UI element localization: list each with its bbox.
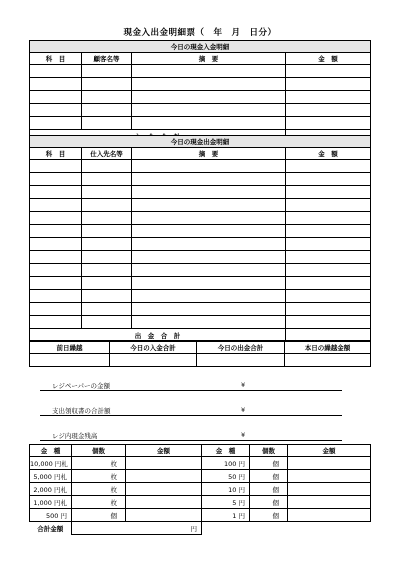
amount-cell[interactable]: [286, 277, 371, 290]
description-cell[interactable]: [132, 104, 286, 117]
register-cash-line[interactable]: [40, 431, 342, 441]
denomination-kind: 10 円: [202, 483, 250, 496]
amount-cell[interactable]: [286, 186, 371, 199]
table-row: [30, 78, 371, 91]
amount-cell[interactable]: [286, 78, 371, 91]
prev-carryover-cell[interactable]: [30, 354, 110, 367]
grand-total-label: 合計金額: [30, 522, 72, 535]
party-cell[interactable]: [82, 251, 132, 264]
table-row: [30, 470, 371, 483]
amount-cell[interactable]: [286, 303, 371, 316]
grand-total-cell[interactable]: 円: [72, 522, 202, 535]
description-cell[interactable]: [132, 173, 286, 186]
description-cell[interactable]: [132, 199, 286, 212]
description-cell[interactable]: [132, 160, 286, 173]
table-row: [30, 104, 371, 117]
description-cell[interactable]: [132, 65, 286, 78]
blank-cell: [202, 522, 371, 535]
register-paper-line[interactable]: [40, 381, 342, 391]
count-cell[interactable]: 枚: [72, 483, 126, 496]
description-cell[interactable]: [132, 117, 286, 130]
count-cell[interactable]: 枚: [72, 457, 126, 470]
description-cell[interactable]: [132, 212, 286, 225]
description-cell[interactable]: [132, 251, 286, 264]
amount-cell[interactable]: [286, 316, 371, 329]
amount-cell[interactable]: [288, 470, 371, 483]
table-row: [30, 212, 371, 225]
denomination-kind: 1 円: [202, 509, 250, 522]
denomination-kind: 100 円: [202, 457, 250, 470]
amount-cell[interactable]: [286, 238, 371, 251]
denomination-kind: 5,000 円札: [30, 470, 72, 483]
column-header: 本日の繰越金額: [285, 341, 371, 354]
table-row: [30, 117, 371, 130]
yen-sign: ¥: [241, 406, 246, 414]
count-cell[interactable]: 個: [250, 470, 288, 483]
subject-cell[interactable]: [30, 316, 82, 329]
amount-cell[interactable]: [286, 225, 371, 238]
today-income-total-cell[interactable]: [110, 354, 197, 367]
column-header: 顧客名等: [82, 53, 132, 65]
count-cell[interactable]: 個: [250, 509, 288, 522]
subject-cell[interactable]: [30, 225, 82, 238]
party-cell[interactable]: [82, 104, 132, 117]
subject-cell[interactable]: [30, 264, 82, 277]
party-cell[interactable]: [82, 212, 132, 225]
description-cell[interactable]: [132, 238, 286, 251]
party-cell[interactable]: [82, 65, 132, 78]
description-cell[interactable]: [132, 290, 286, 303]
denomination-kind: 500 円: [30, 509, 72, 522]
table-row: [30, 173, 371, 186]
table-row: [30, 238, 371, 251]
column-header: 仕入先名等: [82, 148, 132, 160]
table-row: [30, 91, 371, 104]
yen-sign: ¥: [241, 381, 246, 389]
income-table: [29, 40, 371, 144]
denomination-kind: 5 円: [202, 496, 250, 509]
amount-cell[interactable]: [288, 483, 371, 496]
column-header: 摘 要: [132, 148, 286, 160]
table-row: [30, 277, 371, 290]
column-header: 金 額: [286, 148, 371, 160]
party-cell[interactable]: [82, 238, 132, 251]
amount-cell[interactable]: [286, 160, 371, 173]
today-expense-total-cell[interactable]: [197, 354, 285, 367]
subject-cell[interactable]: [30, 212, 82, 225]
column-header: 科 目: [30, 148, 82, 160]
subject-cell[interactable]: [30, 186, 82, 199]
column-header: 摘 要: [132, 53, 286, 65]
subject-cell[interactable]: [30, 238, 82, 251]
subject-cell[interactable]: [30, 277, 82, 290]
denomination-table: [29, 444, 371, 535]
amount-cell[interactable]: [286, 212, 371, 225]
amount-cell[interactable]: [286, 251, 371, 264]
amount-cell[interactable]: [286, 91, 371, 104]
balance-table: [29, 340, 371, 367]
denomination-kind: 50 円: [202, 470, 250, 483]
amount-cell[interactable]: [126, 509, 202, 522]
table-row: [30, 509, 371, 522]
party-cell[interactable]: [82, 290, 132, 303]
amount-cell[interactable]: [286, 173, 371, 186]
party-cell[interactable]: [82, 199, 132, 212]
column-header: 金 額: [286, 53, 371, 65]
table-row: [30, 199, 371, 212]
party-cell[interactable]: [82, 303, 132, 316]
denomination-kind: 10,000 円札: [30, 457, 72, 470]
table-row: [30, 303, 371, 316]
amount-cell[interactable]: [286, 117, 371, 130]
party-cell[interactable]: [82, 117, 132, 130]
table-row: [30, 316, 371, 329]
amount-cell[interactable]: [286, 199, 371, 212]
expense-total-label: 出 金 合 計: [30, 329, 286, 342]
count-cell[interactable]: 個: [250, 457, 288, 470]
denomination-kind: 1,000 円札: [30, 496, 72, 509]
subject-cell[interactable]: [30, 65, 82, 78]
amount-cell[interactable]: [126, 470, 202, 483]
description-cell[interactable]: [132, 186, 286, 199]
party-cell[interactable]: [82, 316, 132, 329]
table-row: [30, 65, 371, 78]
table-row: [30, 290, 371, 303]
party-cell[interactable]: [82, 264, 132, 277]
table-row: [30, 483, 371, 496]
count-cell[interactable]: 枚: [72, 470, 126, 483]
column-header: 今日の入金合計: [110, 341, 197, 354]
party-cell[interactable]: [82, 160, 132, 173]
description-cell[interactable]: [132, 264, 286, 277]
count-cell[interactable]: 枚: [72, 496, 126, 509]
description-cell[interactable]: [132, 303, 286, 316]
description-cell[interactable]: [132, 91, 286, 104]
column-header: 前日繰越: [30, 341, 110, 354]
party-cell[interactable]: [82, 78, 132, 91]
table-row: [30, 264, 371, 277]
column-header: 科 目: [30, 53, 82, 65]
party-cell[interactable]: [82, 277, 132, 290]
amount-cell[interactable]: [126, 483, 202, 496]
subject-cell[interactable]: [30, 104, 82, 117]
count-cell[interactable]: 個: [72, 509, 126, 522]
today-carryover-cell[interactable]: [285, 354, 371, 367]
amount-cell[interactable]: [286, 290, 371, 303]
amount-cell[interactable]: [126, 457, 202, 470]
amount-cell[interactable]: [286, 264, 371, 277]
subject-cell[interactable]: [30, 303, 82, 316]
count-cell[interactable]: 個: [250, 496, 288, 509]
expense-section-header: 今日の現金出金明細: [30, 136, 371, 148]
register-cash-label: レジ内現金残高: [52, 432, 98, 440]
expense-table: [29, 135, 371, 342]
subject-cell[interactable]: [30, 251, 82, 264]
description-cell[interactable]: [132, 78, 286, 91]
receipts-total-line[interactable]: [40, 406, 342, 416]
description-cell[interactable]: [132, 277, 286, 290]
column-header: 金額: [288, 445, 371, 457]
amount-cell[interactable]: [286, 104, 371, 117]
amount-cell[interactable]: [286, 65, 371, 78]
table-row: [30, 457, 371, 470]
table-row: [30, 496, 371, 509]
table-row: [30, 251, 371, 264]
subject-cell[interactable]: [30, 199, 82, 212]
income-section-header: 今日の現金入金明細: [30, 41, 371, 53]
column-header: 金額: [126, 445, 202, 457]
page-title: 現金入出金明細票（ 年 月 日分）: [123, 28, 277, 38]
count-cell[interactable]: 個: [250, 483, 288, 496]
subject-cell[interactable]: [30, 91, 82, 104]
amount-cell[interactable]: [126, 496, 202, 509]
description-cell[interactable]: [132, 225, 286, 238]
party-cell[interactable]: [82, 91, 132, 104]
table-row: [30, 160, 371, 173]
subject-cell[interactable]: [30, 78, 82, 91]
subject-cell[interactable]: [30, 290, 82, 303]
party-cell[interactable]: [82, 186, 132, 199]
party-cell[interactable]: [82, 173, 132, 186]
column-header: 金 種: [202, 445, 250, 457]
subject-cell[interactable]: [30, 117, 82, 130]
party-cell[interactable]: [82, 225, 132, 238]
column-header: 今日の出金合計: [197, 341, 285, 354]
denomination-kind: 2,000 円札: [30, 483, 72, 496]
column-header: 個数: [72, 445, 126, 457]
subject-cell[interactable]: [30, 160, 82, 173]
subject-cell[interactable]: [30, 173, 82, 186]
yen-sign: ¥: [241, 431, 246, 439]
receipts-total-label: 支出領収書の合計額: [52, 407, 111, 415]
description-cell[interactable]: [132, 316, 286, 329]
table-row: [30, 186, 371, 199]
amount-cell[interactable]: [288, 457, 371, 470]
column-header: 個数: [250, 445, 288, 457]
table-row: [30, 225, 371, 238]
column-header: 金 種: [30, 445, 72, 457]
register-paper-label: レジペーパーの金額: [52, 382, 111, 390]
amount-cell[interactable]: [288, 496, 371, 509]
amount-cell[interactable]: [288, 509, 371, 522]
